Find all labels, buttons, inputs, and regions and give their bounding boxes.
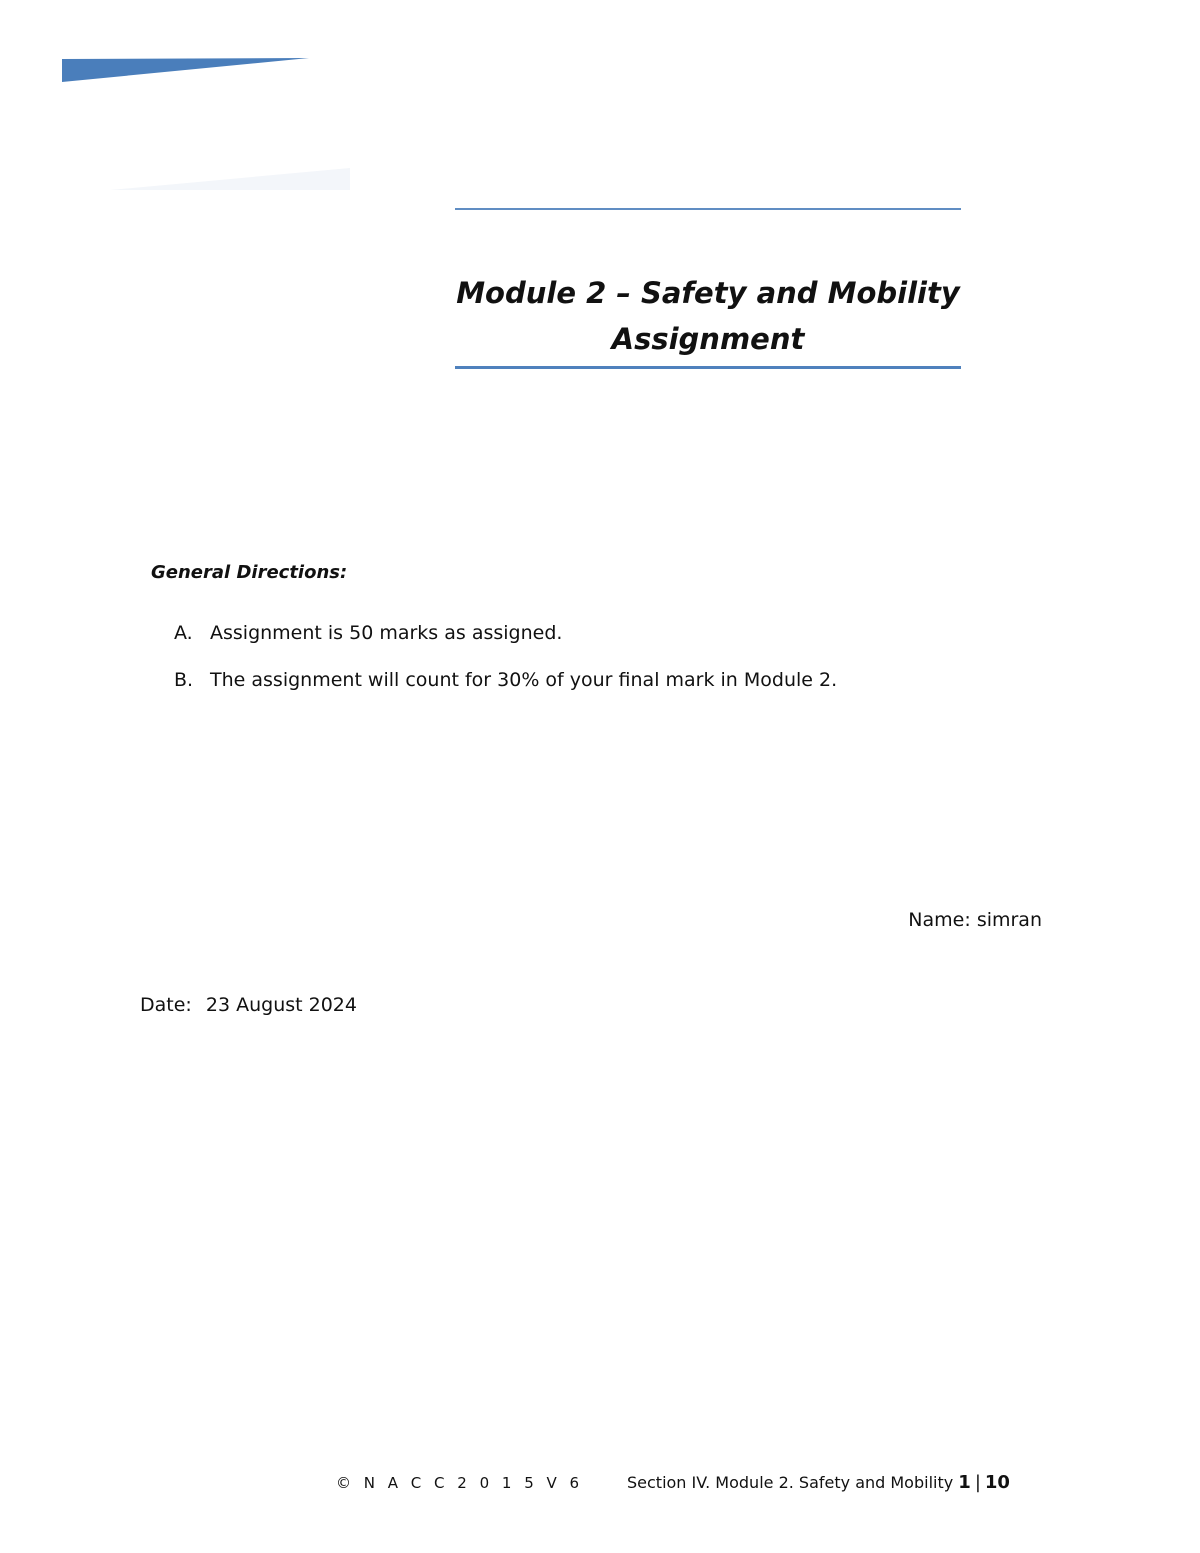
title-rule-top <box>455 208 961 210</box>
title-block <box>455 208 961 369</box>
footer-page-number: 1 <box>958 1472 971 1493</box>
footer-copyright: © N A C C 2 0 1 5 V 6 <box>336 1474 584 1492</box>
directions-heading: General Directions: <box>151 562 348 583</box>
date-line <box>140 994 357 1016</box>
title-line-1: Module 2 – Safety and Mobility <box>456 276 960 310</box>
footer-separator: | <box>974 1472 981 1493</box>
list-marker: A. <box>174 622 193 644</box>
title-line-2: Assignment <box>611 322 805 356</box>
date-value: 23 August 2024 <box>205 994 357 1016</box>
page-footer <box>0 1472 1200 1496</box>
name-label: Name: <box>908 909 971 931</box>
name-line <box>908 909 1042 931</box>
footer-section-text: Section IV. Module 2. Safety and Mobility <box>627 1473 954 1492</box>
header-banner-graphic <box>0 0 400 200</box>
directions-list <box>174 622 837 716</box>
footer-total-pages: 10 <box>984 1472 1010 1493</box>
name-value: simran <box>976 909 1042 931</box>
banner-stripe-faint <box>110 168 350 190</box>
title-rule-bottom <box>455 366 961 369</box>
list-item <box>174 622 837 669</box>
page-title <box>455 270 961 366</box>
footer-section-info <box>627 1472 1010 1493</box>
date-label: Date: <box>140 994 192 1016</box>
list-item-text: Assignment is 50 marks as assigned. <box>210 622 563 644</box>
list-item-text: The assignment will count for 30% of your final mark in Module 2. <box>210 669 838 691</box>
list-item <box>174 669 837 716</box>
list-marker: B. <box>174 669 194 691</box>
banner-stripe-blue <box>62 58 309 82</box>
